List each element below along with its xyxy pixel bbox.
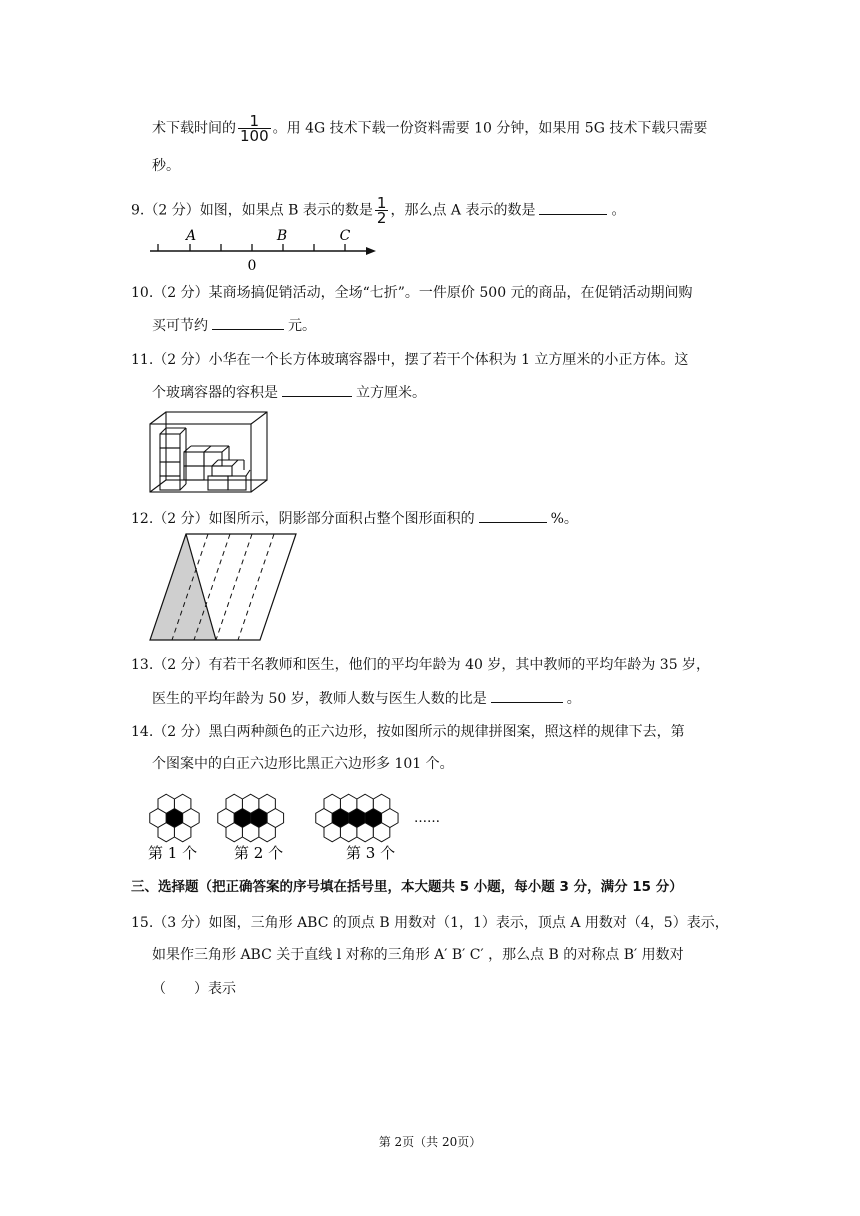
q13-line1: 13.（2 分）有若干名教师和医生，他们的平均年龄为 40 岁，其中教师的平均年龄为 35 岁，	[131, 657, 711, 673]
q9-text: 9.（2 分）如图，如果点 B 表示的数是 $\frac{1}{2}$ ，那么点 A 表示的数是 。	[131, 194, 626, 227]
pattern-3-white-hex	[340, 823, 356, 842]
q14-line1: 14.（2 分）黑白两种颜色的正六边形，按如图所示的规律拼图案，照这样的规律下去，第	[131, 724, 685, 740]
q10-line1: 10.（2 分）某商场搞促销活动，全场“七折”。一件原价 500 元的商品，在促销活动期间购	[131, 285, 693, 301]
number-line-figure	[140, 224, 390, 274]
answer-blank-q12[interactable]	[479, 508, 547, 523]
answer-blank-q10[interactable]	[212, 315, 284, 330]
pattern-2-white-hex	[259, 823, 275, 842]
ellipsis: ……	[414, 811, 440, 826]
pattern-2-white-hex	[226, 823, 242, 842]
q13-line2: 医生的平均年龄为 50 岁，教师人数与医生人数的比是 。	[152, 688, 581, 709]
pattern-3-white-hex	[340, 794, 356, 813]
pattern-1-white-hex	[158, 823, 174, 842]
q11-line2: 个玻璃容器的容积是 立方厘米。	[152, 382, 426, 403]
section-3-title: 三、选择题（把正确答案的序号填在括号里，本大题共 5 小题，每小题 3 分，满分 15 分）	[131, 879, 683, 895]
pattern-3-white-hex	[324, 823, 340, 842]
point-label-c: C	[339, 228, 351, 244]
page-footer: 第 2页（共 20页）	[378, 1135, 482, 1149]
pattern-1-white-hex	[174, 794, 190, 813]
pattern-2-white-hex	[259, 794, 275, 813]
hexagon-pattern-figure	[146, 790, 456, 862]
q12-line1: 12.（2 分）如图所示，阴影部分面积占整个图形面积的 %。	[131, 508, 578, 529]
q14-line2: 个图案中的白正六边形比黑正六边形多 101 个。	[152, 756, 454, 772]
glass-container-cubes-figure	[146, 408, 271, 496]
q15-line1: 15.（3 分）如图，三角形 ABC 的顶点 B 用数对（1，1）表示，顶点 A 用数对（4，5）表示，	[131, 915, 729, 931]
parallelogram-shaded-figure	[148, 532, 300, 644]
point-label-a: A	[185, 228, 197, 244]
answer-blank-q11[interactable]	[282, 382, 352, 397]
pattern-3-white-hex	[373, 794, 389, 813]
q15-line2: 如果作三角形 ABC 关于直线 l 对称的三角形 A′ B′ C′ ，那么点 B 的对称点 B′ 用数对	[152, 947, 684, 963]
answer-blank-q13[interactable]	[491, 688, 563, 703]
zero-label: 0	[247, 258, 257, 274]
q8-line1: 术下载时间的 $\frac{1}{100}$ 。用 4G 技术下载一份资料需要 10 分钟，如果用 5G 技术下载只需要	[152, 112, 708, 145]
point-label-b: B	[276, 228, 288, 244]
pattern-3-white-hex	[373, 823, 389, 842]
pattern-caption-2: 第 2 个	[234, 844, 284, 862]
pattern-2-white-hex	[242, 823, 258, 842]
fraction-1-100: $\frac{1}{100}$	[240, 112, 269, 145]
pattern-2-white-hex	[226, 794, 242, 813]
q10-line2: 买可节约 元。	[152, 315, 316, 336]
pattern-caption-1: 第 1 个	[148, 844, 198, 862]
pattern-3-white-hex	[357, 794, 373, 813]
q11-line1: 11.（2 分）小华在一个长方体玻璃容器中，摆了若干个体积为 1 立方厘米的小正方体。这	[131, 352, 689, 368]
q8-line2: 秒。	[152, 158, 180, 174]
pattern-caption-3: 第 3 个	[346, 844, 396, 862]
pattern-3-white-hex	[357, 823, 373, 842]
q15-line3: （ ）表示	[152, 981, 236, 997]
pattern-2-white-hex	[242, 794, 258, 813]
pattern-1-white-hex	[158, 794, 174, 813]
fraction-1-2: $\frac{1}{2}$	[376, 194, 387, 227]
pattern-3-white-hex	[324, 794, 340, 813]
pattern-1-white-hex	[174, 823, 190, 842]
answer-blank-q9[interactable]	[539, 200, 607, 215]
